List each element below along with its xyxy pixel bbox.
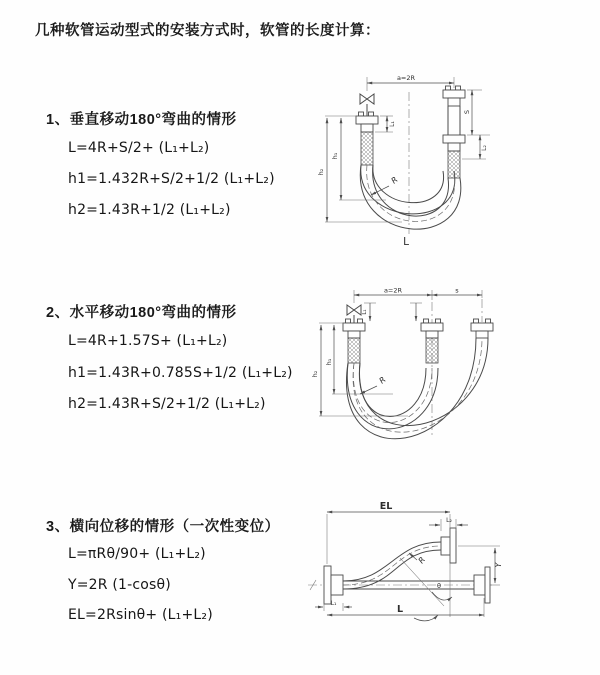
dim-label-theta: θ xyxy=(437,582,441,590)
section-1-formula-h2: h2=1.43R+1/2 (L₁+L₂) xyxy=(68,202,231,218)
dim-label-r: R xyxy=(389,175,400,186)
section-2-formula-h2: h2=1.43R+S/2+1/2 (L₁+L₂) xyxy=(68,396,266,412)
dim-width-a2R xyxy=(367,74,454,91)
hose-curves xyxy=(346,338,488,439)
middle-braided-hose-section xyxy=(426,338,438,363)
dim-label-l1: L₁ xyxy=(362,309,368,315)
left-flange xyxy=(324,566,343,604)
dim-label-a2R: a=2R xyxy=(396,74,416,82)
page-title: 几种软管运动型式的安装方式时，软管的长度计算： xyxy=(35,23,380,39)
dim-label-h2: h₂ xyxy=(317,168,325,176)
dim-r xyxy=(409,553,427,565)
upper-flange-displaced-position xyxy=(441,528,456,563)
dim-l2 xyxy=(429,517,468,531)
dim-label-l2: L₂ xyxy=(481,145,488,151)
dim-label-y: Y xyxy=(494,562,503,568)
right-flange-upper xyxy=(443,86,465,106)
dim-label-h2: h₂ xyxy=(311,370,319,378)
dim-label-l1: L₁ xyxy=(330,600,337,607)
dim-label-l: L xyxy=(396,604,404,615)
section-3-formula-L: L=πRθ/90+ (L₁+L₂) xyxy=(68,546,206,562)
dim-label-r: R xyxy=(377,375,388,386)
left-braided-hose-section xyxy=(361,132,373,165)
dim-label-l2: L₂ xyxy=(446,517,452,524)
displaced-hose-curve xyxy=(343,542,441,589)
dim-label-s: S xyxy=(463,109,471,115)
dim-l1 xyxy=(315,600,352,611)
dim-el xyxy=(327,501,450,617)
dim-l xyxy=(327,598,484,617)
section-1-formula-h1: h1=1.432R+S/2+1/2 (L₁+L₂) xyxy=(68,171,275,187)
section-1-heading: 1、垂直移动180°弯曲的情形 xyxy=(46,112,237,128)
dim-label-h1: h₁ xyxy=(331,152,339,160)
diagram-horizontal-movement-180-bend xyxy=(308,286,593,451)
dim-r xyxy=(371,175,400,195)
diagram-vertical-movement-180-bend xyxy=(314,64,579,259)
dim-label-r: R xyxy=(416,555,428,566)
hose-curves xyxy=(360,165,461,229)
section-1-formula-L: L=4R+S/2+ (L₁+L₂) xyxy=(68,140,210,156)
dim-label-s: s xyxy=(455,286,459,295)
section-2-formula-L: L=4R+1.57S+ (L₁+L₂) xyxy=(68,333,228,349)
dim-l2 xyxy=(462,135,488,159)
section-3-heading: 3、横向位移的情形（一次性变位） xyxy=(46,519,280,535)
dim-h1 xyxy=(331,118,386,200)
diagram-lateral-displacement xyxy=(298,498,598,643)
dim-label-h1: h₁ xyxy=(325,358,333,366)
dim-label-el: EL xyxy=(379,501,393,512)
dim-l1-middle xyxy=(410,303,422,321)
left-braided-hose-section xyxy=(348,338,360,363)
dim-s xyxy=(432,287,482,296)
dim-label-l1: L₁ xyxy=(389,121,396,127)
section-2-formula-h1: h1=1.43R+0.785S+1/2 (L₁+L₂) xyxy=(68,365,293,381)
dim-label-a2R: a=2R xyxy=(383,286,403,295)
dim-s xyxy=(463,90,490,135)
dim-label-L: L xyxy=(403,236,409,248)
dim-l1 xyxy=(362,303,376,321)
section-3-formula-EL: EL=2Rsinθ+ (L₁+L₂) xyxy=(68,607,213,623)
section-2-heading: 2、水平移动180°弯曲的情形 xyxy=(46,305,237,321)
section-3-formula-Y: Y=2R (1-cosθ) xyxy=(68,577,171,593)
dim-r xyxy=(360,375,388,394)
right-flange-lower xyxy=(443,135,465,151)
